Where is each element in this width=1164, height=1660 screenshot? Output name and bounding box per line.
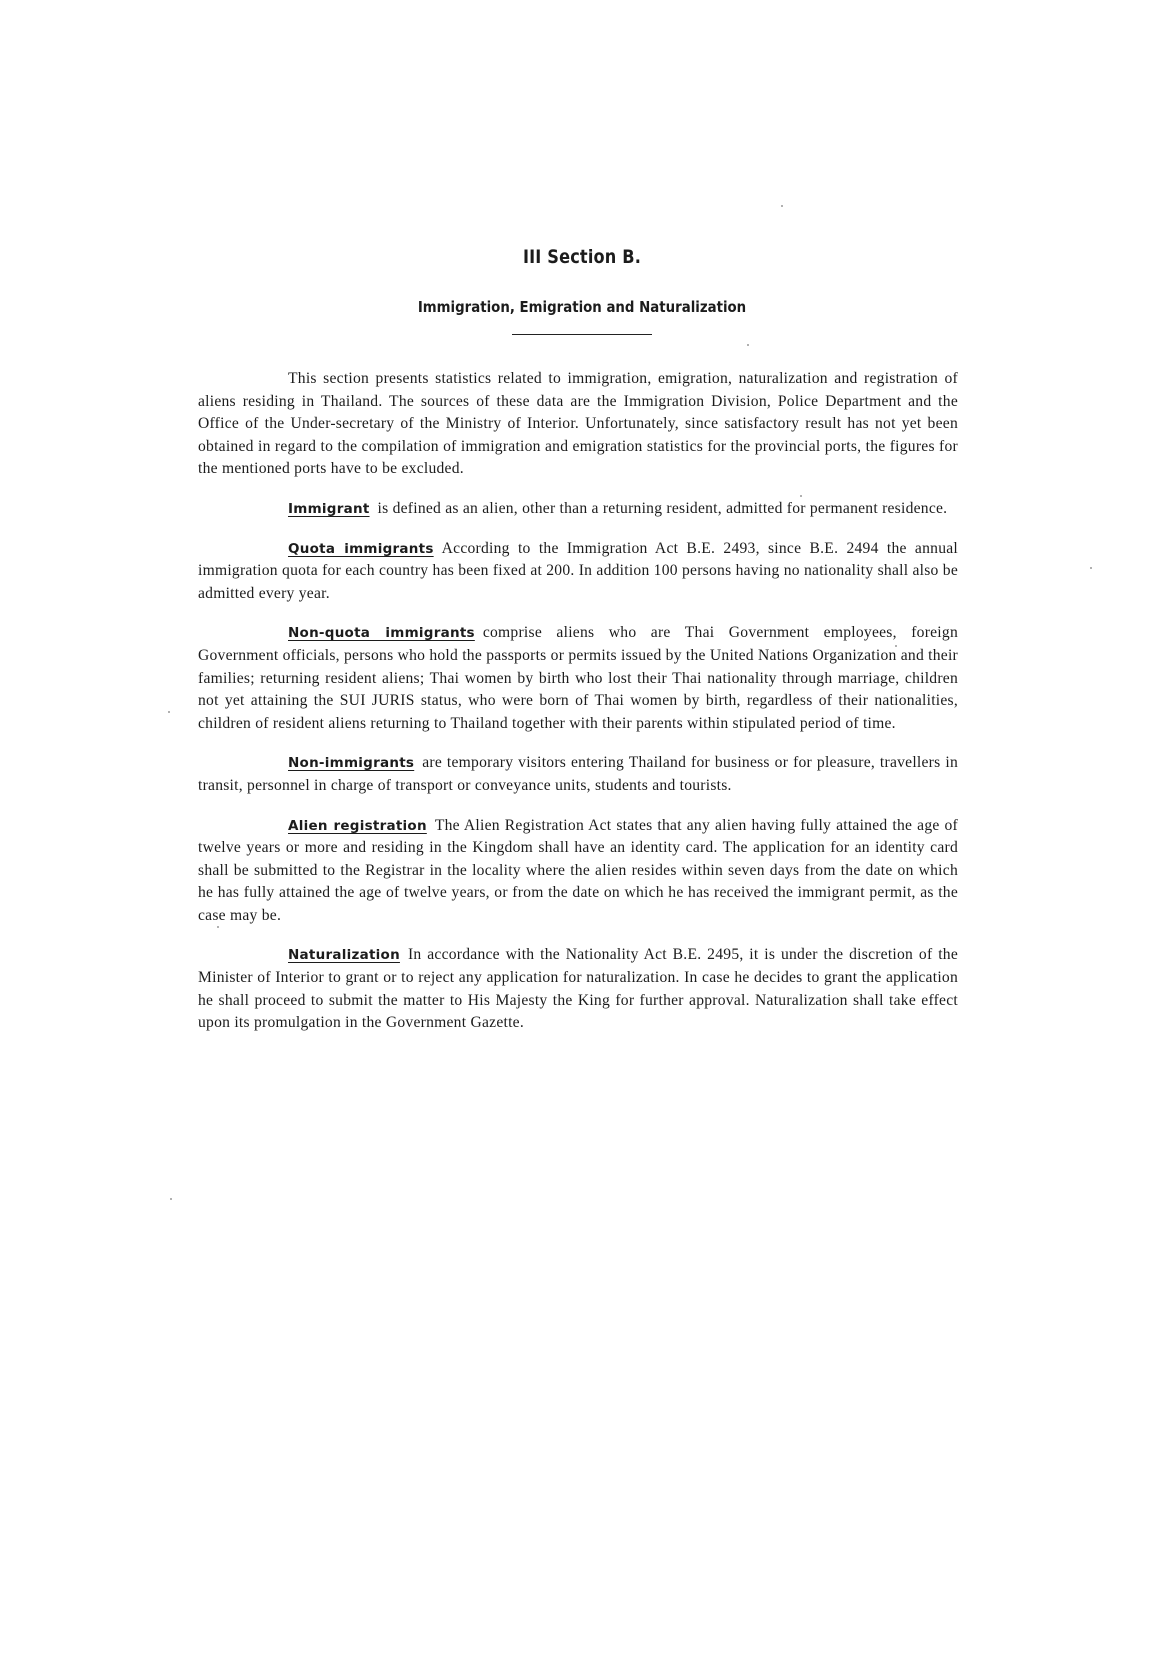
scan-speck [1090, 567, 1092, 569]
intro-paragraph: This section presents statistics related to immigration, emigration, naturalization and registration of aliens residing in Thailand. The sources of these data are the Immigration Division, Police Department and the Office of the Under-secretary of the Ministry of Interior. Unfortunately, since satisfactory result has not yet been obtained in regard to the compilation of immigration and emigration statistics for the provincial ports, the figures for the mentioned ports have to be excluded. [198, 370, 958, 478]
definition-naturalization [198, 944, 958, 1034]
definition-text: In accordance with the Nationality Act B.E. 2495, it is under the discretion of the Minister of Interior to grant or to reject any application for naturalization. In case he decides to grant the application he shall proceed to submit the matter to His Majesty the King for further approval. Naturalization shall take effect upon its promulgation in the Government Gazette. [198, 946, 958, 1032]
scan-speck [168, 711, 170, 713]
term-alien-registration: Alien registration [288, 817, 427, 834]
scan-speck [895, 645, 897, 647]
scan-speck [170, 1198, 172, 1200]
definition-text: comprise aliens who are Thai Government employees, foreign Government officials, persons who hold the passports or permits issued by the United Nations Organization and their families; returning resident aliens; Thai women by birth who lost their Thai nationality through marriage, children not yet attaining the SUI JURIS status, who were born of Thai women by birth, regardless of their nationalities, children of resident aliens returning to Thailand together with their parents within stipulated period of time. [198, 624, 958, 732]
definition-alien-registration [198, 815, 958, 928]
document-body [198, 368, 958, 1052]
definition-text: are temporary visitors entering Thailand for business or for pleasure, travellers in transit, personnel in charge of transport or conveyance units, students and tourists. [198, 754, 958, 794]
term-non-immigrants: Non-immigrants [288, 755, 415, 772]
scan-speck [781, 205, 783, 207]
definition-non-immigrants [198, 752, 958, 797]
definition-non-quota-immigrants [198, 622, 958, 735]
title-divider [512, 334, 652, 335]
definition-text: The Alien Registration Act states that any alien having fully attained the age of twelve years or more and residing in the Kingdom shall have an identity card. The application for an identity card shall be submitted to the Registrar in the locality where the alien resides within seven days from the date on which he has fully attained the age of twelve years, or from the date on which he has received the immigrant permit, as the case may be. [198, 816, 958, 924]
scan-speck [747, 344, 749, 346]
term-quota-immigrants: Quota immigrants [288, 540, 434, 557]
section-subtitle: Immigration, Emigration and Naturalization [417, 298, 747, 316]
scan-speck [217, 926, 219, 928]
definition-text: is defined as an alien, other than a returning resident, admitted for permanent residence. [377, 499, 948, 517]
term-non-quota-immigrants: Non-quota immigrants [288, 625, 475, 642]
section-title: III Section B. [522, 246, 642, 268]
definition-quota-immigrants [198, 538, 958, 606]
definition-immigrant [198, 498, 958, 521]
definition-text: According to the Immigration Act B.E. 2493, since B.E. 2494 the annual immigration quota for each country has been fixed at 200. In addition 100 persons having no nationality shall also be admitted every year. [198, 539, 958, 602]
scan-speck [800, 495, 802, 497]
term-naturalization: Naturalization [288, 947, 400, 964]
term-immigrant: Immigrant [288, 500, 370, 517]
